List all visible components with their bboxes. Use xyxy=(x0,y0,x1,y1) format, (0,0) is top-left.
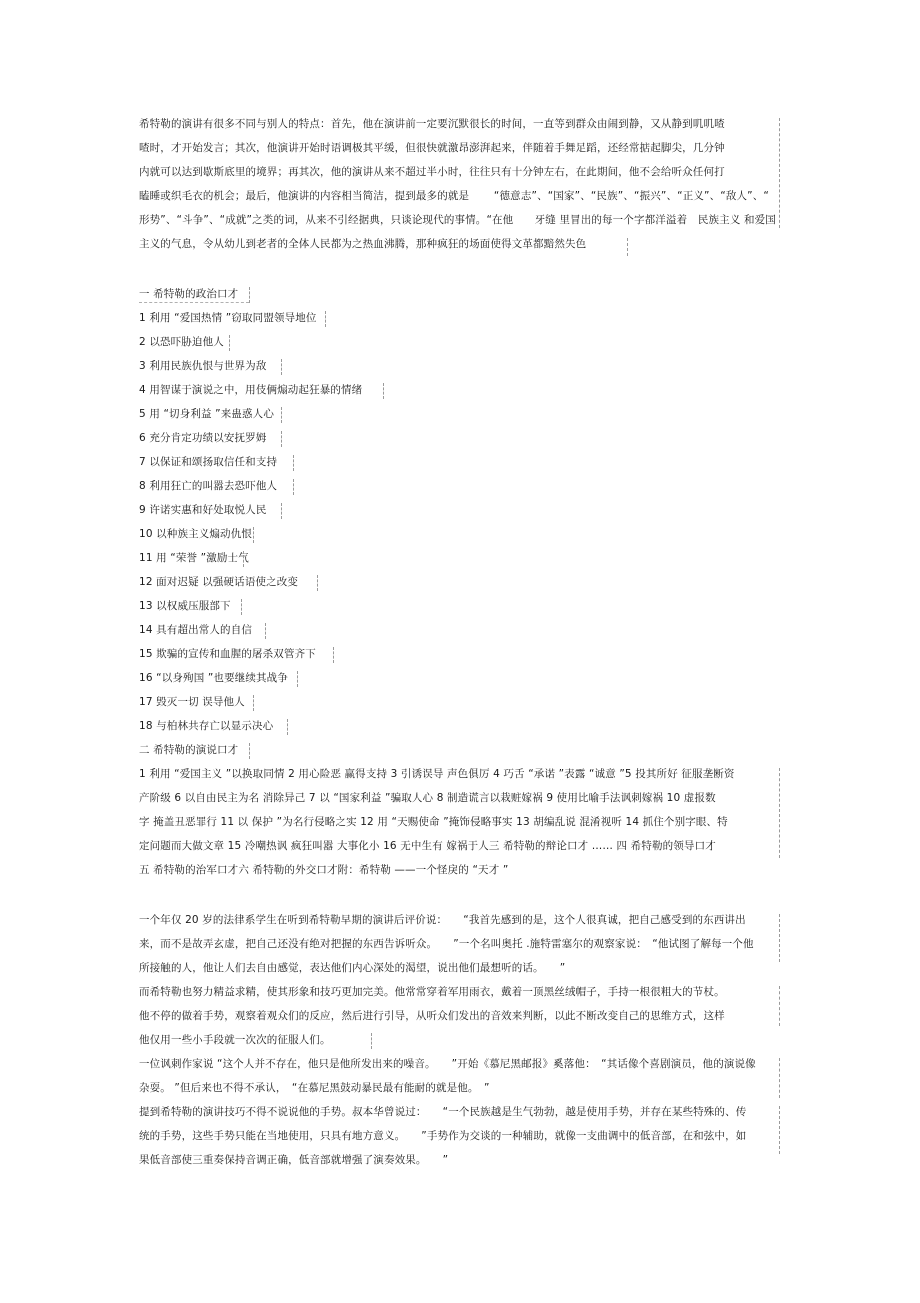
margin-mark xyxy=(383,383,384,399)
section-title: 二 希特勒的演说口才 xyxy=(139,744,239,756)
margin-mark xyxy=(281,407,282,423)
margin-mark xyxy=(779,914,780,962)
margin-mark xyxy=(317,575,318,591)
margin-mark xyxy=(325,311,326,327)
paragraph-line: 统的手势，这些手势只能在当地使用，只具有地方意义。 ”手势作为交谈的一种辅助，就像一支曲调中的低音部，在和弦中，如 xyxy=(139,1130,747,1142)
list-item: 14 具有超出常人的自信 xyxy=(139,624,252,636)
paragraph-line: 一个年仅 20 岁的法律系学生在听到希特勒早期的演讲后评价说： “我首先感到的是，这个人很真诚，把自己感受到的东西讲出 xyxy=(139,914,746,926)
margin-mark xyxy=(779,1058,780,1098)
margin-mark xyxy=(253,695,254,711)
intro-line: 希特勒的演讲有很多不同与别人的特点：首先，他在演讲前一定要沉默很长的时间，一直等到群众由闹到静，又从静到叽叽喳 xyxy=(139,118,725,130)
margin-mark xyxy=(265,623,266,639)
list-item: 4 用智谋于演说之中，用伎俩煽动起狂暴的情绪 xyxy=(139,384,363,396)
list-item: 11 用 “荣誉 ”激励士气 xyxy=(139,552,249,564)
list-item: 8 利用狂亡的叫嚣去恐吓他人 xyxy=(139,480,278,492)
intro-line: 形势”、“斗争”、“成就”之类的词，从来不引经据典，只谈论现代的事情。“在他 牙缝 里冒出的每一个字都洋溢着 民族主义 和爱国 xyxy=(139,214,776,226)
list-item: 9 许诺实惠和好处取悦人民 xyxy=(139,504,267,516)
list-item: 3 利用民族仇恨与世界为敌 xyxy=(139,360,267,372)
margin-mark xyxy=(779,768,780,858)
margin-mark xyxy=(241,599,242,615)
paragraph-line: 定问题而大做文章 15 冷嘲热讽 疯狂叫嚣 大事化小 16 无中生有 嫁祸于人三 希特勒的辩论口才 …… 四 希特勒的领导口才 xyxy=(139,840,716,852)
paragraph-line: 所接触的人，他让人们去自由感觉，表达他们内心深处的渴望，说出他们最想听的话。 ” xyxy=(139,962,566,974)
margin-mark xyxy=(627,238,628,256)
list-item: 5 用 “切身利益 ”来蛊惑人心 xyxy=(139,408,274,420)
intro-line: 内就可以达到歇斯底里的境界；再其次，他的演讲从来不超过半小时，往往只有十分钟左右，在此期间，他不会给听众任何打 xyxy=(139,166,725,178)
intro-line: 喳时，才开始发言；其次，他演讲开始时语调极其平缓，但很快就激昂澎湃起来，伴随着手舞足蹈，还经常掂起脚尖，几分钟 xyxy=(139,142,725,154)
margin-mark xyxy=(287,719,288,735)
list-item: 12 面对迟疑 以强硬话语使之改变 xyxy=(139,576,299,588)
margin-mark xyxy=(779,1106,780,1154)
paragraph-line: 果低音部使三重奏保持音调正确，低音部就增强了演奏效果。 ” xyxy=(139,1154,449,1166)
margin-mark xyxy=(779,118,780,228)
margin-mark xyxy=(139,302,249,303)
list-item: 2 以恐吓胁迫他人 xyxy=(139,336,224,348)
list-item: 1 利用 “爱国热情 ”窃取同盟领导地位 xyxy=(139,312,317,324)
paragraph-line: 五 希特勒的治军口才六 希特勒的外交口才附：希特勒 ——一个怪戾的 “天才 ” xyxy=(139,864,509,876)
margin-mark xyxy=(243,551,244,567)
margin-mark xyxy=(293,455,294,471)
list-item: 15 欺骗的宣传和血腥的屠杀双管齐下 xyxy=(139,648,316,660)
paragraph-line: 1 利用 “爱国主义 ”以换取同情 2 用心险恶 赢得支持 3 引诱误导 声色俱厉 4 巧舌 “承诺 ”表露 “诚意 ”5 投其所好 征服垄断资 xyxy=(139,768,735,780)
paragraph-line: 提到希特勒的演讲技巧不得不说说他的手势。叔本华曾说过： “一个民族越是生气勃勃，越是使用手势，并存在某些特殊的、传 xyxy=(139,1106,747,1118)
list-item: 6 充分肯定功绩以安抚罗姆 xyxy=(139,432,267,444)
list-item: 18 与柏林共存亡以显示决心 xyxy=(139,720,274,732)
paragraph-line: 他仅用一些小手段就一次次的征服人们。 xyxy=(139,1034,331,1046)
margin-mark xyxy=(229,335,230,351)
margin-mark xyxy=(249,743,250,759)
intro-line: 主义的气息，令从幼儿到老者的全体人民都为之热血沸腾，那种疯狂的场面使得文革都黯然失色 xyxy=(139,238,587,250)
margin-mark xyxy=(779,986,780,1026)
intro-line: 瞌睡或织毛衣的机会；最后，他演讲的内容相当简洁，提到最多的就是 “德意志”、“国家”、“民族”、“振兴”、“正义”、“敌人”、“ xyxy=(139,190,769,202)
margin-mark xyxy=(333,647,334,663)
margin-mark xyxy=(281,503,282,519)
list-item: 17 毁灭一切 误导他人 xyxy=(139,696,245,708)
section-title: 一 希特勒的政治口才 xyxy=(139,288,239,300)
paragraph-line: 字 掩盖丑恶罪行 11 以 保护 ”为名行侵略之实 12 用 “天赐使命 ”掩饰侵略事实 13 胡编乱说 混淆视听 14 抓住个别字眼、特 xyxy=(139,816,728,828)
list-item: 16 “以身殉国 ”也要继续其战争 xyxy=(139,672,288,684)
margin-mark xyxy=(297,671,298,687)
list-item: 10 以种族主义煽动仇恨 xyxy=(139,528,252,540)
paragraph-line: 而希特勒也努力精益求精，使其形象和技巧更加完美。他常常穿着军用雨衣，戴着一顶黑丝绒帽子，手持一根很粗大的节杖。 xyxy=(139,986,725,998)
margin-mark xyxy=(253,527,254,543)
paragraph-line: 来，而不是故弄玄虚，把自己还没有绝对把握的东西告诉听众。 ”一个名叫奥托 .施特雷塞尔的观察家说： “他试图了解每一个他 xyxy=(139,938,754,950)
paragraph-line: 他不停的做着手势，观察着观众们的反应，然后进行引导，从听众们发出的音效来判断，以此不断改变自己的思维方式，这样 xyxy=(139,1010,725,1022)
margin-mark xyxy=(281,431,282,447)
list-item: 7 以保证和颂扬取信任和支持 xyxy=(139,456,278,468)
margin-mark xyxy=(371,1033,372,1049)
margin-mark xyxy=(293,479,294,495)
paragraph-line: 产阶级 6 以自由民主为名 消除异己 7 以 “国家利益 ”骗取人心 8 制造谎言以栽赃嫁祸 9 使用比喻手法讽刺嫁祸 10 虚报数 xyxy=(139,792,716,804)
paragraph-line: 一位讽刺作家说 “这个人并不存在，他只是他所发出来的噪音。 ”开始《慕尼黑邮报》奚落他： “其话像个喜剧演员，他的演说像 xyxy=(139,1058,756,1070)
paragraph-line: 杂耍。 ”但后来也不得不承认， “在慕尼黑鼓动暴民最有能耐的就是他。 ” xyxy=(139,1082,490,1094)
margin-mark xyxy=(249,287,250,303)
margin-mark xyxy=(281,359,282,375)
list-item: 13 以权威压服部下 xyxy=(139,600,231,612)
